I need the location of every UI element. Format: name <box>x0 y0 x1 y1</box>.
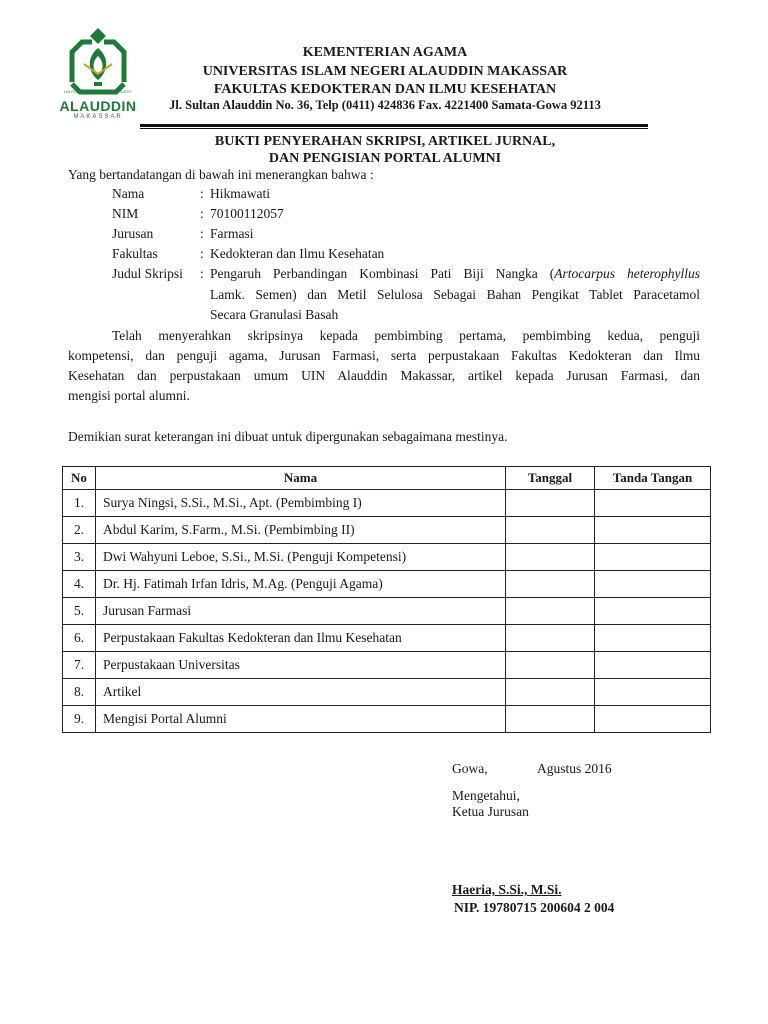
row-tanggal-cell[interactable] <box>506 544 595 571</box>
signatory-nip: NIP. 19780715 200604 2 004 <box>454 900 615 915</box>
field-label-jurusan: Jurusan <box>112 226 154 241</box>
table-row <box>63 706 711 733</box>
row-nama: Jurusan Farmasi <box>96 598 506 625</box>
field-separator: : <box>200 246 204 261</box>
row-nama: Dr. Hj. Fatimah Irfan Idris, M.Ag. (Penguji Agama) <box>96 571 506 598</box>
field-separator: : <box>200 186 204 201</box>
row-number: 6. <box>63 625 96 652</box>
field-label-nim: NIM <box>112 206 139 221</box>
col-header-tanggal: Tanggal <box>506 467 595 490</box>
row-signature-cell[interactable] <box>595 625 711 652</box>
row-tanggal-cell[interactable] <box>506 571 595 598</box>
table-row <box>63 652 711 679</box>
row-signature-cell[interactable] <box>595 571 711 598</box>
signature-date: Agustus 2016 <box>537 761 612 776</box>
field-separator: : <box>200 226 204 241</box>
field-label-judul: Judul Skripsi <box>112 266 183 281</box>
field-separator: : <box>200 266 204 281</box>
logo-city: MAKASSAR <box>73 114 123 120</box>
field-label-fakultas: Fakultas <box>112 246 158 261</box>
field-value-judul-line1 <box>210 266 700 282</box>
col-header-nama: Nama <box>96 467 506 490</box>
row-signature-cell[interactable] <box>595 679 711 706</box>
body-paragraph-line2: kompetensi, dan penguji agama, Jurusan Farmasi, serta perpustakaan Fakultas Kedokteran dan Ilmu <box>68 348 700 363</box>
table-row <box>63 679 711 706</box>
row-number: 2. <box>63 517 96 544</box>
signature-place: Gowa, <box>452 761 488 776</box>
row-number: 4. <box>63 571 96 598</box>
body-paragraph-line4: mengisi portal alumni. <box>68 388 190 403</box>
logo-wordmark: ALAUDDIN <box>59 98 137 114</box>
body-paragraph-line1: Telah menyerahkan skripsinya kepada pembimbing pertama, pembimbing kedua, penguji <box>112 328 700 343</box>
table-row <box>63 625 711 652</box>
header-divider <box>140 124 648 127</box>
field-value-judul-line3: Secara Granulasi Basah <box>210 307 339 322</box>
row-number: 9. <box>63 706 96 733</box>
signature-table <box>62 466 711 733</box>
row-tanggal-cell[interactable] <box>506 490 595 517</box>
col-header-no: No <box>63 467 96 490</box>
judul-species: Artocarpus heterophyllus <box>554 266 701 281</box>
header-address: Jl. Sultan Alauddin No. 36, Telp (0411) 424836 Fax. 4221400 Samata-Gowa 92113 <box>169 98 601 112</box>
field-value-fakultas: Kedokteran dan Ilmu Kesehatan <box>210 246 385 261</box>
row-signature-cell[interactable] <box>595 544 711 571</box>
field-value-judul-line2: Lamk. Semen) dan Metil Selulosa Sebagai Bahan Pengikat Tablet Paracetamol <box>210 287 700 302</box>
row-nama: Dwi Wahyuni Leboe, S.Si., M.Si. (Penguji Kompetensi) <box>96 544 506 571</box>
row-tanggal-cell[interactable] <box>506 706 595 733</box>
logo-top-text: UNIVERSITAS ISLAM NEGERI <box>64 89 132 94</box>
row-nama: Mengisi Portal Alumni <box>96 706 506 733</box>
row-signature-cell[interactable] <box>595 706 711 733</box>
field-value-nim: 70100112057 <box>210 206 284 221</box>
row-tanggal-cell[interactable] <box>506 517 595 544</box>
row-number: 1. <box>63 490 96 517</box>
row-signature-cell[interactable] <box>595 598 711 625</box>
closing-statement: Demikian surat keterangan ini dibuat untuk dipergunakan sebagaimana mestinya. <box>68 429 508 444</box>
table-body <box>63 490 711 733</box>
col-header-tanda-tangan: Tanda Tangan <box>595 467 711 490</box>
row-number: 3. <box>63 544 96 571</box>
field-separator: : <box>200 206 204 221</box>
header-divider-thin <box>140 128 648 129</box>
table-header-row <box>63 467 711 490</box>
table-row <box>63 571 711 598</box>
row-tanggal-cell[interactable] <box>506 625 595 652</box>
intro-text: Yang bertandatangan di bawah ini menerangkan bahwa : <box>68 167 374 182</box>
row-nama: Abdul Karim, S.Farm., M.Si. (Pembimbing II) <box>96 517 506 544</box>
field-value-nama: Hikmawati <box>210 186 270 201</box>
row-signature-cell[interactable] <box>595 652 711 679</box>
row-signature-cell[interactable] <box>595 517 711 544</box>
table-row <box>63 598 711 625</box>
signature-role: Ketua Jurusan <box>452 804 529 819</box>
signature-acknowledge: Mengetahui, <box>452 788 520 803</box>
row-tanggal-cell[interactable] <box>506 598 595 625</box>
header-ministry: KEMENTERIAN AGAMA <box>302 45 468 60</box>
row-nama: Artikel <box>96 679 506 706</box>
document-title: BUKTI PENYERAHAN SKRIPSI, ARTIKEL JURNAL, <box>214 134 556 149</box>
header-university: UNIVERSITAS ISLAM NEGERI ALAUDDIN MAKASSAR <box>202 64 568 79</box>
signatory-name: Haeria, S.Si., M.Si. <box>452 882 562 897</box>
row-number: 5. <box>63 598 96 625</box>
row-number: 8. <box>63 679 96 706</box>
header-faculty: FAKULTAS KEDOKTERAN DAN ILMU KESEHATAN <box>213 82 557 97</box>
row-signature-cell[interactable] <box>595 490 711 517</box>
judul-text: Pengaruh Perbandingan Kombinasi Pati Biji Nangka ( <box>210 266 555 281</box>
row-nama: Perpustakaan Universitas <box>96 652 506 679</box>
field-label-nama: Nama <box>112 186 145 201</box>
row-number: 7. <box>63 652 96 679</box>
row-tanggal-cell[interactable] <box>506 679 595 706</box>
table-row <box>63 490 711 517</box>
table-row <box>63 517 711 544</box>
document-subtitle: DAN PENGISIAN PORTAL ALUMNI <box>268 151 502 166</box>
row-nama: Perpustakaan Fakultas Kedokteran dan Ilmu Kesehatan <box>96 625 506 652</box>
table-row <box>63 544 711 571</box>
row-tanggal-cell[interactable] <box>506 652 595 679</box>
row-nama: Surya Ningsi, S.Si., M.Si., Apt. (Pembimbing I) <box>96 490 506 517</box>
field-value-jurusan: Farmasi <box>210 226 254 241</box>
body-paragraph-line3: Kesehatan dan perpustakaan umum UIN Alauddin Makassar, artikel kepada Jurusan Farmasi, dan <box>68 368 700 383</box>
